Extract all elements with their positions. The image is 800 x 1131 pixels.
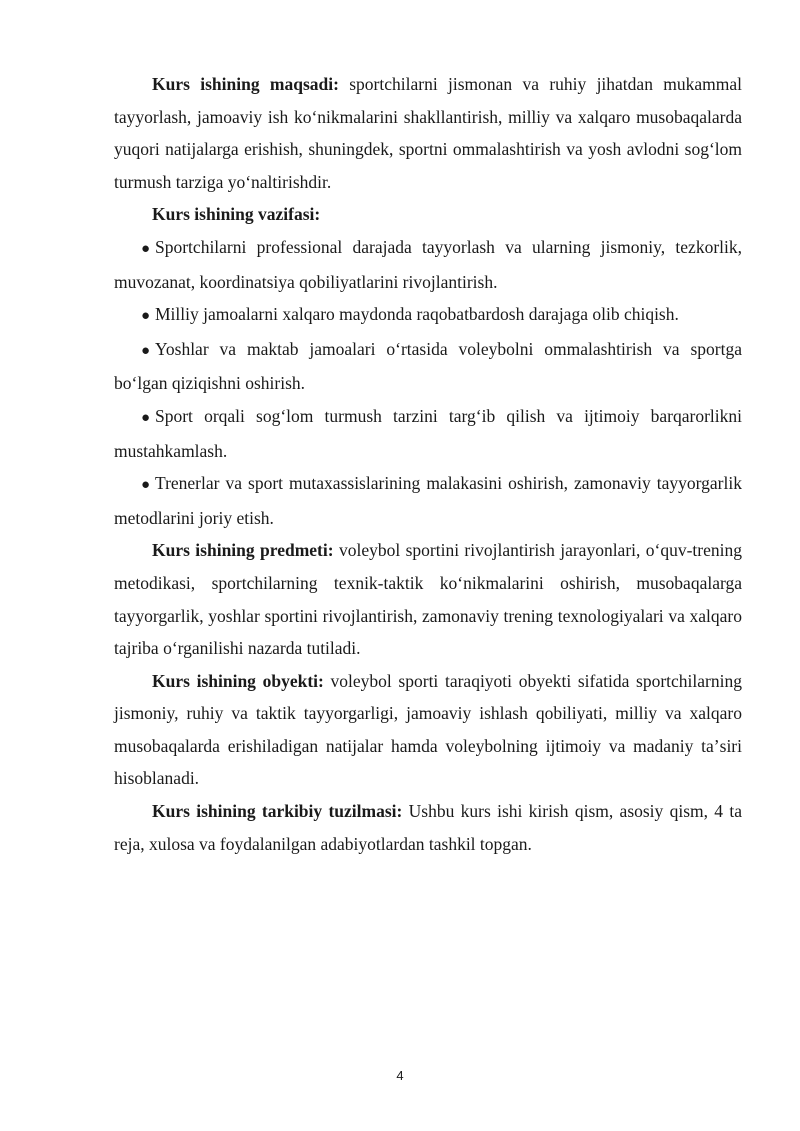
bullet-icon: ● <box>141 409 151 426</box>
task-item-text: Yoshlar va maktab jamoalari oʻrtasida voleybolni ommalashtirish va sportga boʻlgan qiziqishni oshirish. <box>114 338 742 394</box>
task-item-text: Milliy jamoalarni xalqaro maydonda raqobatbardosh darajaga olib chiqish. <box>155 304 679 325</box>
bullet-icon: ● <box>141 240 151 257</box>
subject-lead: Kurs ishining predmeti: <box>152 540 334 561</box>
task-item-1 <box>114 231 742 298</box>
structure-paragraph <box>114 795 742 860</box>
task-item-3 <box>114 333 742 400</box>
goal-lead: Kurs ishining maqsadi: <box>152 74 339 94</box>
page-number: 4 <box>396 1068 404 1083</box>
bullet-icon: ● <box>141 308 151 325</box>
object-lead: Kurs ishining obyekti: <box>152 670 324 691</box>
goal-paragraph <box>114 68 742 198</box>
task-item-text: Sportchilarni professional darajada tayyorlash va ularning jismoniy, tezkorlik, muvozanat, koordinatsiya qobiliyatlarini rivojlantirish. <box>114 236 742 292</box>
object-paragraph <box>114 665 742 795</box>
goal-text: sportchilarni jismonan va ruhiy jihatdan mukammal tayyorlash, jamoaviy ish koʻnikmalarini shakllantirish, milliy va xalqaro musobaqalarda yuqori natijalarga erishish, shuningdek, sportni ommalashtirish va yosh avlodni sogʻlom turmush tarziga yoʻnaltirishdir. <box>114 74 742 192</box>
object-text: voleybol sporti taraqiyoti obyekti sifatida sportchilarning jismoniy, ruhiy va taktik tayyorgarligi, jamoaviy ishlash qobiliyati, milliy va xalqaro musobaqalarda erishiladigan natijalar hamda voleybolning ijtimoiy va madaniy taʼsiri hisoblanadi. <box>114 670 742 789</box>
bullet-icon: ● <box>141 342 151 359</box>
document-page <box>114 68 742 860</box>
tasks-heading: Kurs ishining vazifasi: <box>152 204 321 225</box>
subject-paragraph <box>114 534 742 664</box>
task-item-2 <box>114 298 742 333</box>
subject-text: voleybol sportini rivojlantirish jarayonlari, oʻquv-trening metodikasi, sportchilarning texnik-taktik koʻnikmalarini oshirish, musobaqalarga tayyorgarlik, yoshlar sportini rivojlantirish, zamonaviy trening texnologiyalari va xalqaro tajriba oʻrganilishi nazarda tutiladi. <box>114 540 742 659</box>
bullet-icon: ● <box>141 477 151 494</box>
task-item-text: Sport orqali sogʻlom turmush tarzini targʻib qilish va ijtimoiy barqarorlikni mustahkamlash. <box>114 405 742 461</box>
structure-text: Ushbu kurs ishi kirish qism, asosiy qism, 4 ta reja, xulosa va foydalanilgan adabiyotlardan tashkil topgan. <box>114 801 742 854</box>
task-item-5 <box>114 467 742 534</box>
task-item-text: Trenerlar va sport mutaxassislarining malakasini oshirish, zamonaviy tayyorgarlik metodlarini joriy etish. <box>114 473 742 528</box>
structure-lead: Kurs ishining tarkibiy tuzilmasi: <box>152 801 403 822</box>
task-item-4 <box>114 400 742 467</box>
